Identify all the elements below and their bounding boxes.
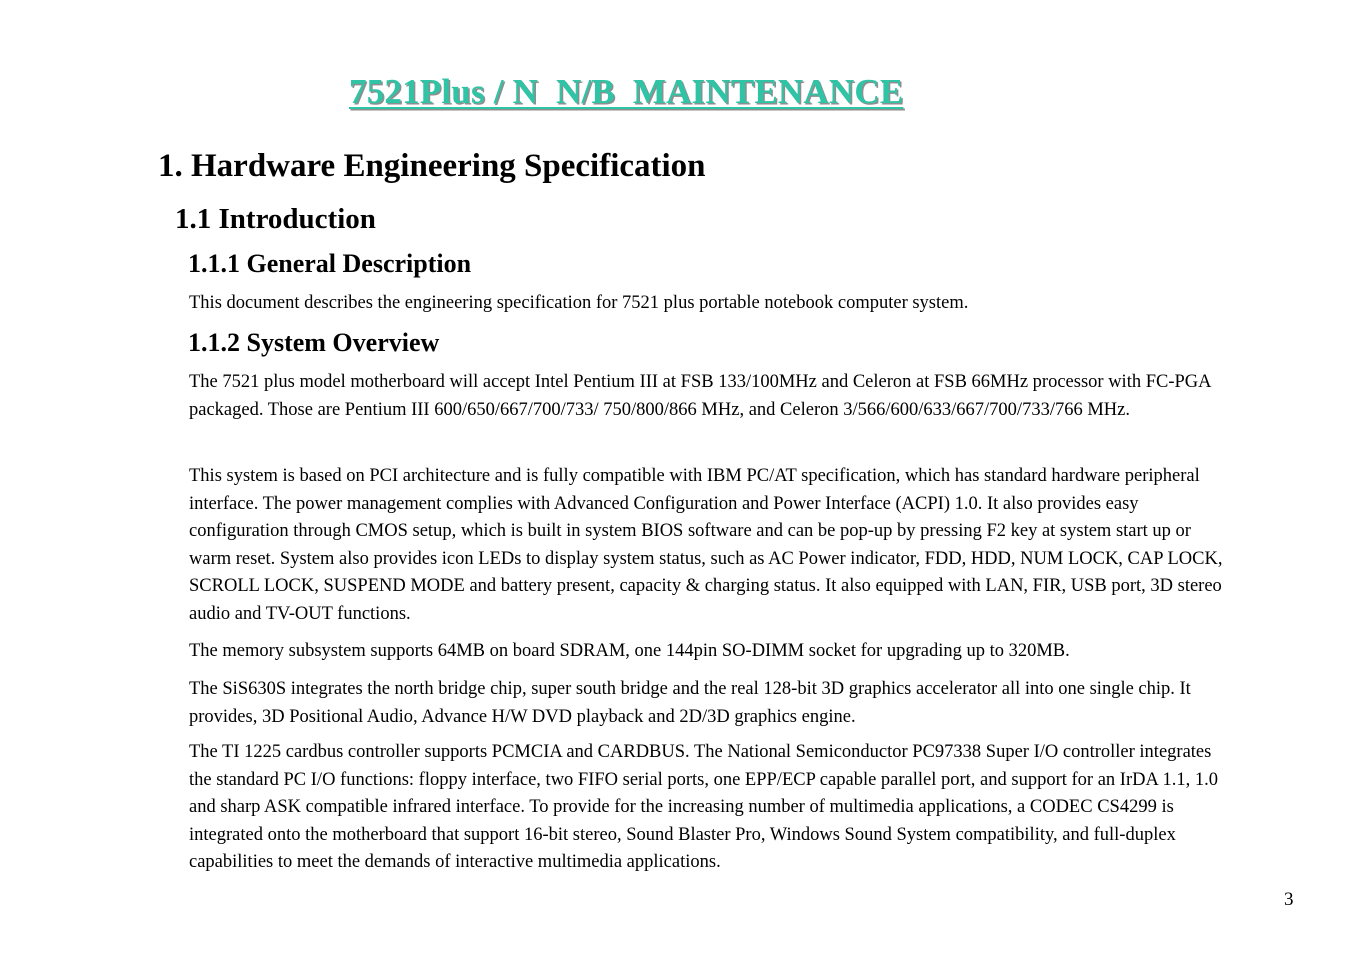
overview-paragraph-chipset: The SiS630S integrates the north bridge chip, super south bridge and the real 128-bit 3D graphics accelerator all into one single chip. It provides, 3D Positional Audio, Advance H/W DVD playback and 2D/3D graphics engine. (189, 679, 1191, 727)
document-title: 7521Plus / N N/B MAINTENANCE (349, 72, 904, 111)
overview-paragraph-memory: The memory subsystem supports 64MB on board SDRAM, one 144pin SO-DIMM socket for upgrading up to 320MB. (189, 641, 1070, 661)
overview-paragraph-processor: The 7521 plus model motherboard will accept Intel Pentium III at FSB 133/100MHz and Celeron at FSB 66MHz processor with FC-PGA packaged. Those are Pentium III 600/650/667/700/733/ 750/800/866 MHz, and Celeron 3/566/600/633/667/700/733/766 MHz. (189, 372, 1211, 420)
subsubsection-heading-general-description: 1.1.1 General Description (188, 249, 472, 278)
subsection-heading-introduction: 1.1 Introduction (175, 203, 376, 235)
subsubsection-heading-system-overview: 1.1.2 System Overview (188, 328, 440, 357)
section-heading-hardware-engineering-specification: 1. Hardware Engineering Specification (158, 148, 706, 184)
page-number: 3 (1284, 889, 1294, 910)
overview-paragraph-architecture: This system is based on PCI architecture and is fully compatible with IBM PC/AT specification, which has standard hardware peripheral interface. The power management complies with Advanced Configuration and Power Interface (ACPI) 1.0. It also provides easy configuration through CMOS setup, which is built in system BIOS software and can be pop-up by pressing F2 key at system start up or warm reset. System also provides icon LEDs to display system status, such as AC Power indicator, FDD, HDD, NUM LOCK, CAP LOCK, SCROLL LOCK, SUSPEND MODE and battery present, capacity & charging status. It also equipped with LAN, FIR, USB port, 3D stereo audio and TV-OUT functions. (189, 466, 1223, 624)
overview-paragraph-controllers: The TI 1225 cardbus controller supports PCMCIA and CARDBUS. The National Semiconductor PC97338 Super I/O controller integrates the standard PC I/O functions: floppy interface, two FIFO serial ports, one EPP/ECP capable parallel port, and support for an IrDA 1.1, 1.0 and sharp ASK compatible infrared interface. To provide for the increasing number of multimedia applications, a CODEC CS4299 is integrated onto the motherboard that support 16-bit stereo, Sound Blaster Pro, Windows Sound System compatibility, and full-duplex capabilities to meet the demands of interactive multimedia applications. (189, 742, 1218, 873)
general-description-paragraph: This document describes the engineering specification for 7521 plus portable notebook computer system. (189, 293, 969, 313)
